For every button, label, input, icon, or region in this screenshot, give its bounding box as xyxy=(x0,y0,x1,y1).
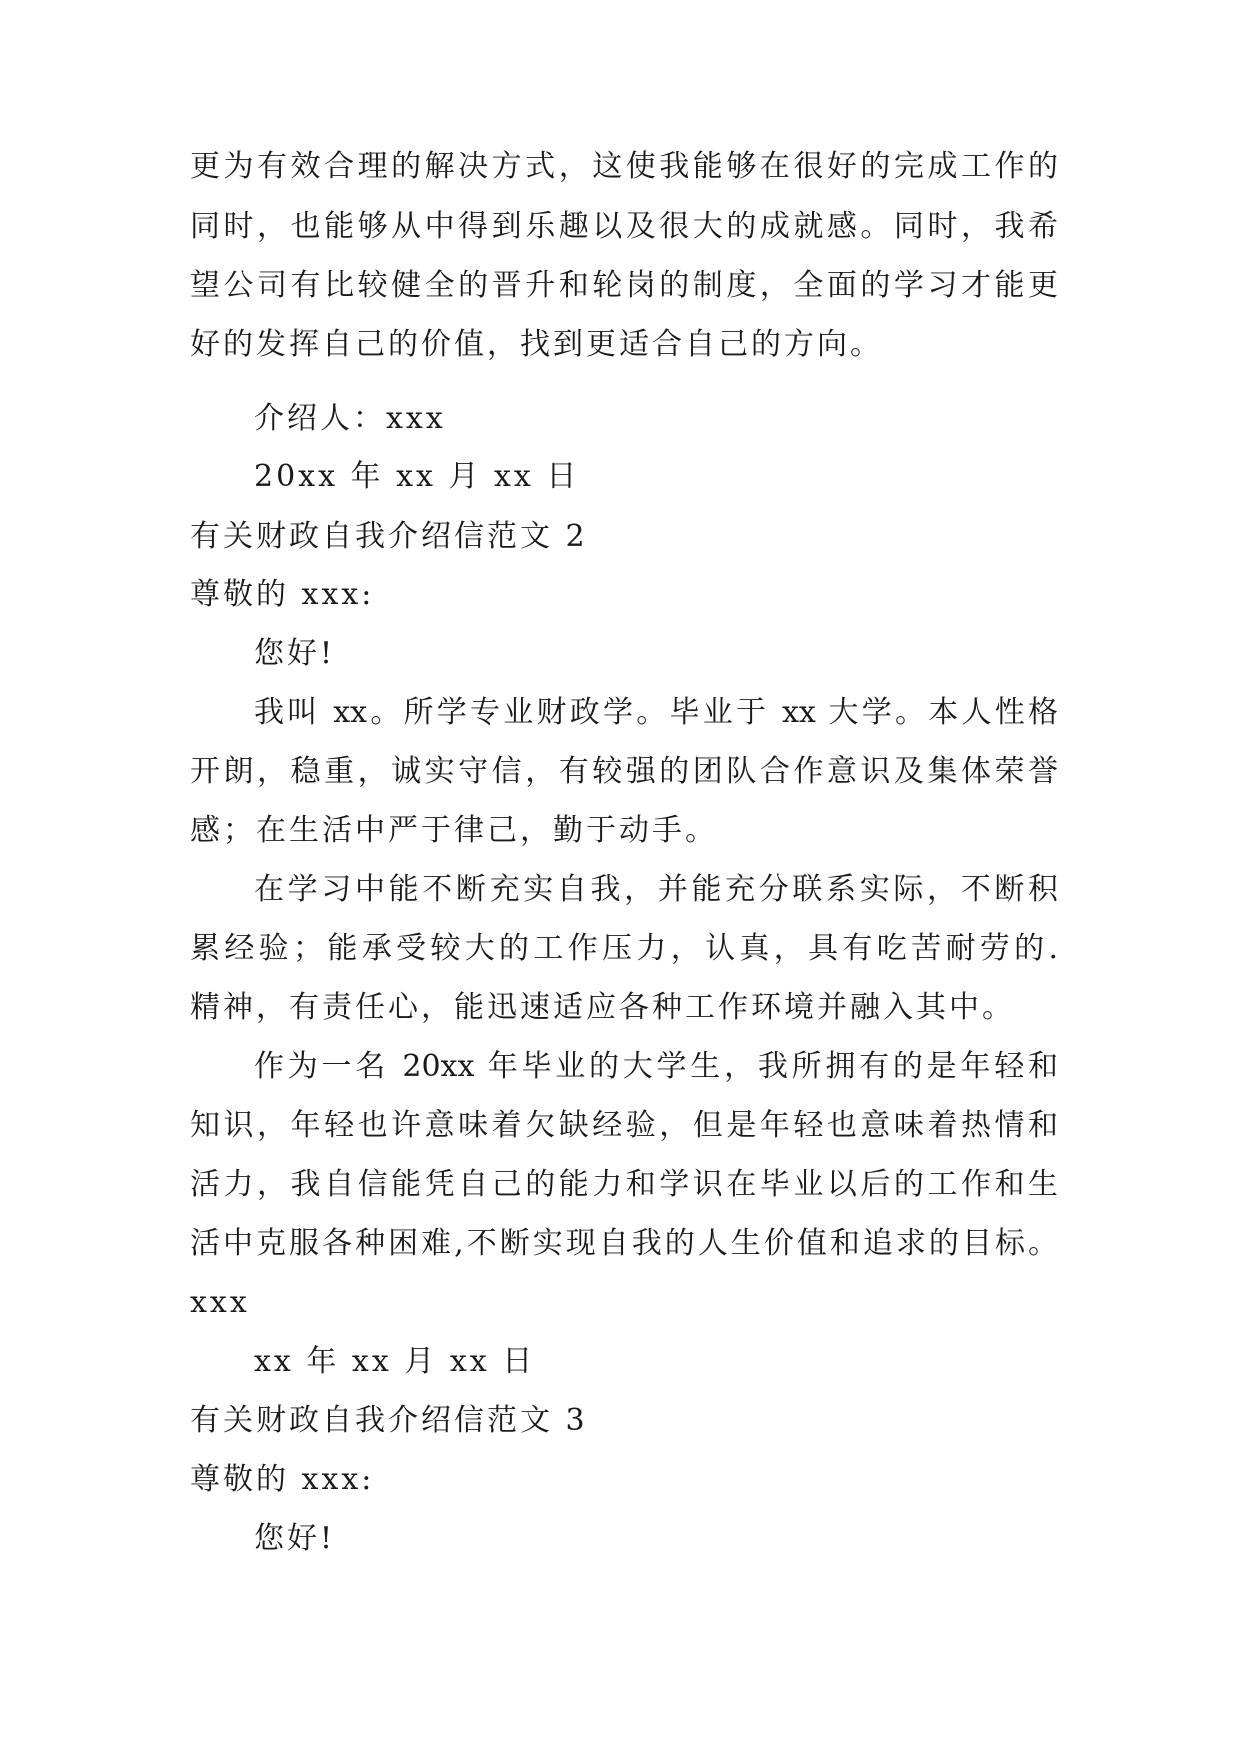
body-text-line: 活中克服各种困难,不断实现自我的人生价值和追求的目标。 xyxy=(190,1226,1058,1261)
signature-date: 20xx 年 xx 月 xx 日 xyxy=(254,459,580,494)
body-text-line: 望公司有比较健全的晋升和轮岗的制度，全面的学习才能更 xyxy=(190,268,1058,303)
body-text-line: 开朗，稳重，诚实守信，有较强的团队合作意识及集体荣誉 xyxy=(190,754,1058,789)
body-text-line: 同时，也能够从中得到乐趣以及很大的成就感。同时，我希 xyxy=(190,209,1058,244)
signature-name: xxx xyxy=(190,1285,250,1320)
body-text-line: 知识，年轻也许意味着欠缺经验，但是年轻也意味着热情和 xyxy=(190,1108,1058,1143)
introducer-signature: 介绍人：xxx xyxy=(254,401,446,436)
body-text-line: 在学习中能不断充实自我，并能充分联系实际，不断积 xyxy=(254,872,1058,907)
salutation: 尊敬的 xxx: xyxy=(190,577,375,612)
body-text-line: 感；在生活中严于律己，勤于动手。 xyxy=(190,813,718,848)
salutation: 尊敬的 xxx: xyxy=(190,1462,375,1497)
greeting: 您好! xyxy=(254,1521,336,1556)
section-title: 有关财政自我介绍信范文 2 xyxy=(190,519,588,554)
body-text-line: 更为有效合理的解决方式，这使我能够在很好的完成工作的 xyxy=(190,149,1058,184)
body-text-line: 累经验；能承受较大的工作压力，认真，具有吃苦耐劳的. xyxy=(190,931,1058,966)
section-title: 有关财政自我介绍信范文 3 xyxy=(190,1403,588,1438)
signature-date: xx 年 xx 月 xx 日 xyxy=(254,1344,536,1379)
body-text-line: 我叫 xx。所学专业财政学。毕业于 xx 大学。本人性格 xyxy=(254,695,1058,730)
body-text-line: 好的发挥自己的价值，找到更适合自己的方向。 xyxy=(190,327,883,362)
body-text-line: 精神，有责任心，能迅速适应各种工作环境并融入其中。 xyxy=(190,990,1015,1025)
body-text-line: 作为一名 20xx 年毕业的大学生，我所拥有的是年轻和 xyxy=(254,1049,1058,1084)
greeting: 您好! xyxy=(254,636,336,671)
body-text-line: 活力，我自信能凭自己的能力和学识在毕业以后的工作和生 xyxy=(190,1167,1058,1202)
